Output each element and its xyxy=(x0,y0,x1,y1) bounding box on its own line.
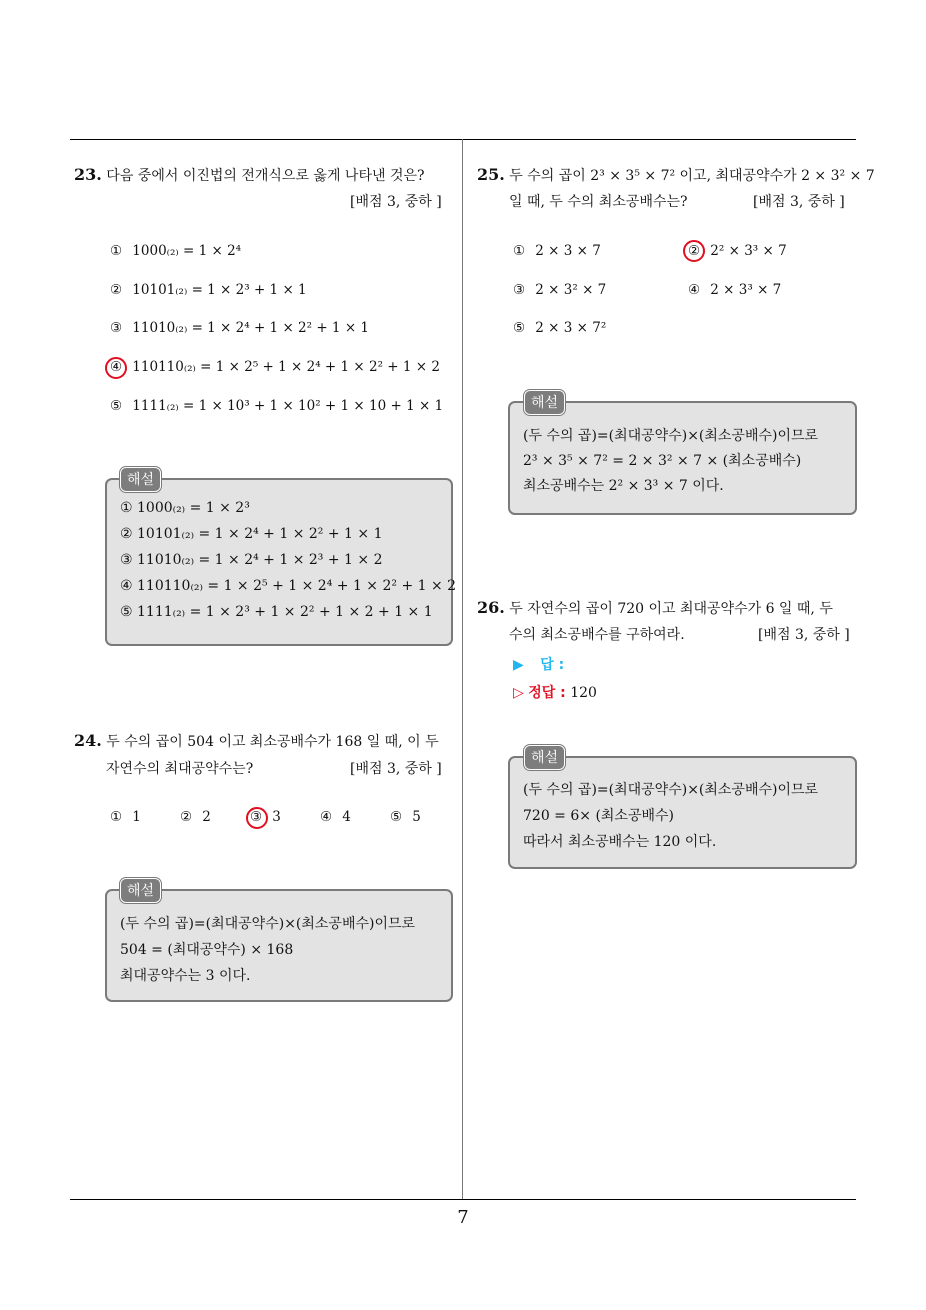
solution-box xyxy=(105,889,453,1002)
option-1[interactable] xyxy=(513,243,601,259)
option-text: 2 × 3 × 7² xyxy=(535,320,607,336)
question-text-line2: 일 때, 두 수의 최소공배수는? xyxy=(509,194,688,210)
top-rule xyxy=(70,139,856,140)
bottom-rule xyxy=(70,1199,856,1200)
solution-line: ② 10101₍₂₎ = 1 × 2⁴ + 1 × 2² + 1 × 1 xyxy=(120,526,383,542)
option-4[interactable] xyxy=(110,359,440,375)
solution-line: 2³ × 3⁵ × 7² = 2 × 3² × 7 × (최소공배수) xyxy=(523,453,802,469)
question-text-line2: 자연수의 최대공약수는? xyxy=(106,761,254,777)
option-text: 11010₍₂₎ = 1 × 2⁴ + 1 × 2² + 1 × 1 xyxy=(132,320,370,336)
question-text: 다음 중에서 이진법의 전개식으로 옳게 나타낸 것은? xyxy=(106,168,425,184)
option-1[interactable] xyxy=(110,809,141,825)
solution-box xyxy=(508,756,857,869)
option-1[interactable] xyxy=(110,243,241,259)
solution-line: ① 1000₍₂₎ = 1 × 2³ xyxy=(120,500,250,516)
solution-box xyxy=(508,401,857,515)
answer-mark-circle xyxy=(105,357,127,379)
question-24-line1 xyxy=(74,731,439,751)
page-number: 7 xyxy=(457,1207,469,1228)
option-number: ⑤ xyxy=(110,398,123,414)
question-text-line2: 수의 최소공배수를 구하여라. xyxy=(509,627,685,643)
option-number: ⑤ xyxy=(390,809,403,825)
option-number: ① xyxy=(110,809,123,825)
option-4[interactable] xyxy=(320,809,351,825)
solution-tag: 해설 xyxy=(120,878,161,903)
option-2[interactable] xyxy=(110,282,307,298)
option-text: 3 xyxy=(272,809,281,825)
solution-line: 따라서 최소공배수는 120 이다. xyxy=(523,834,717,850)
option-4[interactable] xyxy=(688,282,781,298)
option-number: ② xyxy=(180,809,193,825)
option-text: 4 xyxy=(342,809,351,825)
option-text: 2 × 3³ × 7 xyxy=(710,282,782,298)
solution-line: (두 수의 곱)=(최대공약수)×(최소공배수)이므로 xyxy=(120,916,416,932)
option-text: 2 xyxy=(202,809,211,825)
solution-line: ④ 110110₍₂₎ = 1 × 2⁵ + 1 × 2⁴ + 1 × 2² + 1 × 2 xyxy=(120,578,457,594)
solution-line: 504 = (최대공약수) × 168 xyxy=(120,942,294,958)
solution-box xyxy=(105,478,457,646)
option-text: 2 × 3 × 7 xyxy=(535,243,601,259)
solution-line: 720 = 6× (최소공배수) xyxy=(523,808,674,824)
solution-line: 최소공배수는 2² × 3³ × 7 이다. xyxy=(523,478,724,494)
question-text: 두 수의 곱이 2³ × 3⁵ × 7² 이고, 최대공약수가 2 × 3² × 7 xyxy=(509,168,875,184)
question-number: 24. xyxy=(74,731,102,750)
option-text: 5 xyxy=(412,809,421,825)
option-3[interactable] xyxy=(513,282,606,298)
question-26-line1 xyxy=(477,598,833,618)
question-text: 두 자연수의 곱이 720 이고 최대공약수가 6 일 때, 두 xyxy=(509,601,833,617)
question-meta: [배점 3, 중하 ] xyxy=(753,194,845,210)
solution-line: (두 수의 곱)=(최대공약수)×(최소공배수)이므로 xyxy=(523,428,819,444)
question-23-line1 xyxy=(74,165,425,185)
option-text: 110110₍₂₎ = 1 × 2⁵ + 1 × 2⁴ + 1 × 2² + 1 × 2 xyxy=(132,359,440,375)
solution-line: 최대공약수는 3 이다. xyxy=(120,968,251,984)
answer-arrow-icon: ▶ xyxy=(513,657,524,673)
option-number: ① xyxy=(513,243,526,259)
option-5[interactable] xyxy=(390,809,421,825)
solution-line: ⑤ 1111₍₂₎ = 1 × 2³ + 1 × 2² + 1 × 2 + 1 × 1 xyxy=(120,604,433,620)
question-number: 23. xyxy=(74,165,102,184)
option-text: 2 × 3² × 7 xyxy=(535,282,607,298)
option-number: ④ xyxy=(110,359,123,375)
answer-key-value: 120 xyxy=(570,685,597,701)
solution-tag: 해설 xyxy=(120,467,161,492)
option-number: ④ xyxy=(688,282,701,298)
option-number: ① xyxy=(110,243,123,259)
solution-line: (두 수의 곱)=(최대공약수)×(최소공배수)이므로 xyxy=(523,782,819,798)
option-text: 10101₍₂₎ = 1 × 2³ + 1 × 1 xyxy=(132,282,307,298)
option-2[interactable] xyxy=(180,809,211,825)
option-number: ⑤ xyxy=(513,320,526,336)
question-number: 25. xyxy=(477,165,505,184)
option-text: 1000₍₂₎ = 1 × 2⁴ xyxy=(132,243,242,259)
solution-tag: 해설 xyxy=(524,390,565,415)
solution-tag: 해설 xyxy=(524,745,565,770)
question-number: 26. xyxy=(477,598,505,617)
question-meta: [배점 3, 중하 ] xyxy=(350,761,442,777)
option-number: ③ xyxy=(110,320,123,336)
key-arrow-icon: ▷ xyxy=(513,685,524,701)
answer-key-row xyxy=(513,682,597,702)
option-number: ② xyxy=(688,243,701,259)
answer-label: 답 : xyxy=(540,657,565,673)
option-5[interactable] xyxy=(513,320,606,336)
option-text: 1 xyxy=(132,809,141,825)
answer-row[interactable] xyxy=(513,654,564,674)
question-meta: [배점 3, 중하 ] xyxy=(350,194,442,210)
option-5[interactable] xyxy=(110,398,443,414)
option-number: ② xyxy=(110,282,123,298)
question-meta: [배점 3, 중하 ] xyxy=(758,627,850,643)
option-text: 1111₍₂₎ = 1 × 10³ + 1 × 10² + 1 × 10 + 1 × 1 xyxy=(132,398,444,414)
option-number: ③ xyxy=(513,282,526,298)
question-text: 두 수의 곱이 504 이고 최소공배수가 168 일 때, 이 두 xyxy=(106,734,439,750)
option-text: 2² × 3³ × 7 xyxy=(710,243,787,259)
column-divider xyxy=(462,139,463,1200)
question-25-line1 xyxy=(477,165,875,185)
solution-line: ③ 11010₍₂₎ = 1 × 2⁴ + 1 × 2³ + 1 × 2 xyxy=(120,552,383,568)
option-number: ④ xyxy=(320,809,333,825)
option-number: ③ xyxy=(250,809,263,825)
answer-key-label: 정답 : xyxy=(528,685,566,701)
answer-mark-circle xyxy=(246,807,268,829)
option-3[interactable] xyxy=(110,320,369,336)
answer-mark-circle xyxy=(683,240,705,262)
